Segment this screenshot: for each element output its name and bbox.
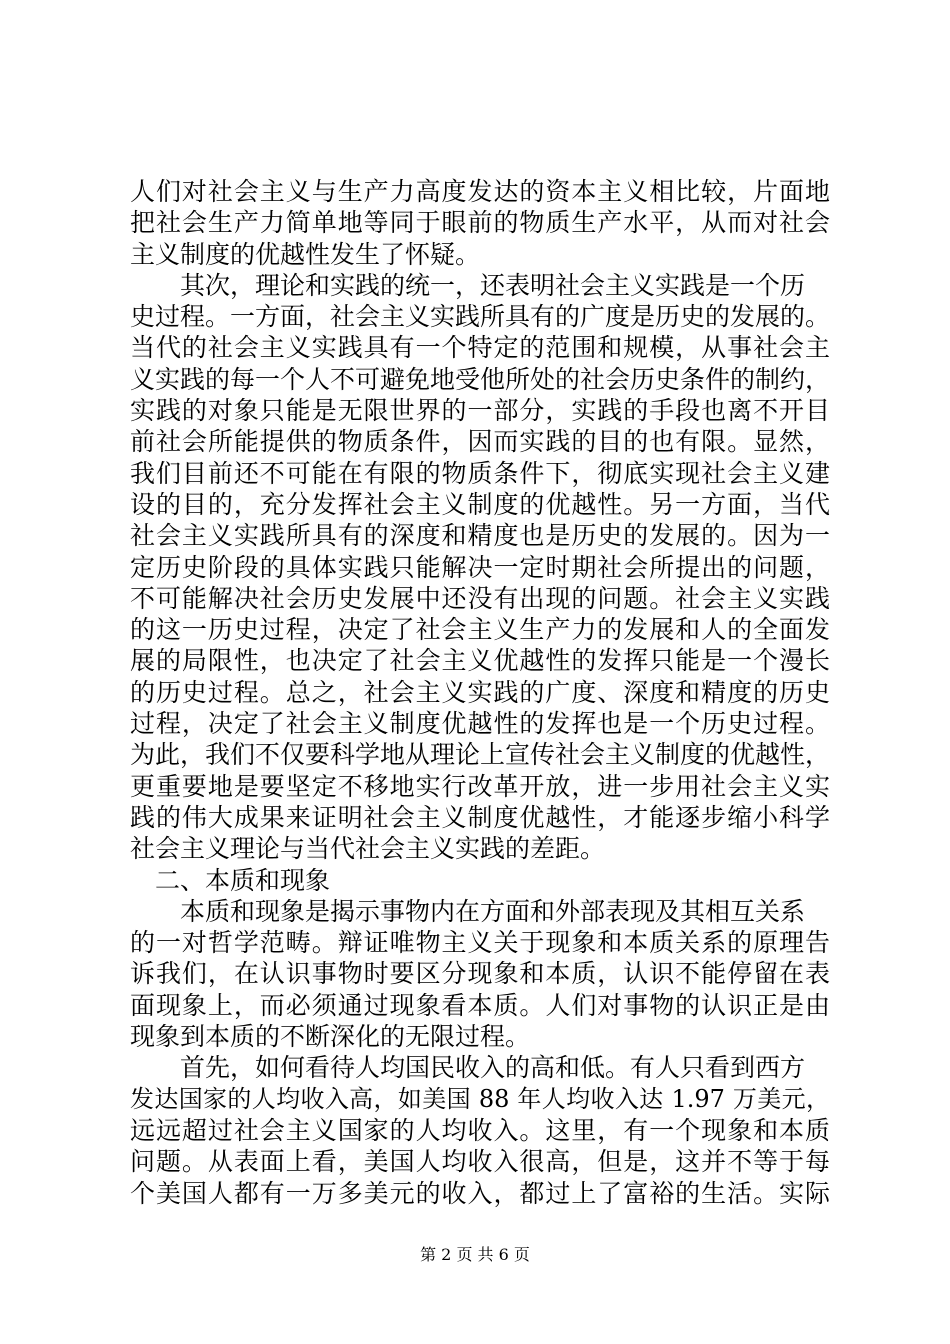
text-line: 问题。从表面上看，美国人均收入很高，但是，这并不等于每 (130, 1147, 830, 1177)
text-line: 面现象上，而必须通过现象看本质。人们对事物的认识正是由 (130, 990, 830, 1020)
text-line: 远远超过社会主义国家的人均收入。这里，有一个现象和本质 (130, 1115, 830, 1145)
text-line: 把社会生产力简单地等同于眼前的物质生产水平，从而对社会 (130, 208, 830, 238)
text-line: 史过程。一方面，社会主义实践所具有的广度是历史的发展的。 (130, 302, 831, 332)
text-line: 诉我们，在认识事物时要区分现象和本质，认识不能停留在表 (130, 959, 830, 989)
text-line: 发达国家的人均收入高，如美国 88 年人均收入达 1.97 万美元， (130, 1084, 830, 1113)
text-line: 人们对社会主义与生产力高度发达的资本主义相比较，片面地 (130, 177, 830, 206)
text-line: 其次，理论和实践的统一，还表明社会主义实践是一个历 (180, 270, 806, 300)
text-line: 当代的社会主义实践具有一个特定的范围和规模，从事社会主 (130, 333, 830, 363)
text-line: 设的目的，充分发挥社会主义制度的优越性。另一方面，当代 (130, 489, 830, 519)
text-line: 践的伟大成果来证明社会主义制度优越性，才能逐步缩小科学 (130, 802, 830, 832)
text-line: 的一对哲学范畴。辩证唯物主义关于现象和本质关系的原理告 (130, 928, 830, 958)
section-heading: 二、本质和现象 (155, 865, 331, 895)
body-text (130, 176, 830, 1209)
text-line: 定历史阶段的具体实践只能解决一定时期社会所提出的问题， (130, 552, 830, 582)
text-line: 实践的对象只能是无限世界的一部分，实践的手段也离不开目 (130, 396, 830, 426)
text-line: 展的局限性，也决定了社会主义优越性的发挥只能是一个漫长 (130, 646, 830, 676)
text-line: 不可能解决社会历史发展中还没有出现的问题。社会主义实践 (130, 583, 830, 613)
text-line: 的这一历史过程，决定了社会主义生产力的发展和人的全面发 (130, 615, 830, 645)
text-line: 现象到本质的不断深化的无限过程。 (130, 1022, 531, 1052)
text-line: 为此，我们不仅要科学地从理论上宣传社会主义制度的优越性， (130, 740, 831, 770)
text-line: 社会主义理论与当代社会主义实践的差距。 (130, 834, 606, 864)
text-line: 我们目前还不可能在有限的物质条件下，彻底实现社会主义建 (130, 458, 830, 488)
text-line: 更重要地是要坚定不移地实行改革开放，进一步用社会主义实 (130, 771, 830, 801)
text-line: 的历史过程。总之，社会主义实践的广度、深度和精度的历史 (130, 677, 830, 707)
text-line: 社会主义实践所具有的深度和精度也是历史的发展的。因为一 (130, 521, 830, 551)
text-line: 主义制度的优越性发生了怀疑。 (130, 239, 481, 269)
text-line: 义实践的每一个人不可避免地受他所处的社会历史条件的制约， (130, 364, 831, 394)
text-line: 首先，如何看待人均国民收入的高和低。有人只看到西方 (180, 1053, 806, 1083)
text-line: 个美国人都有一万多美元的收入，都过上了富裕的生活。实际 (130, 1178, 830, 1208)
text-line: 本质和现象是揭示事物内在方面和外部表现及其相互关系 (180, 896, 806, 926)
page-footer: 第 2 页 共 6 页 (420, 1245, 530, 1264)
text-line: 过程，决定了社会主义制度优越性的发挥也是一个历史过程。 (130, 709, 830, 739)
text-line: 前社会所能提供的物质条件，因而实践的目的也有限。显然， (130, 427, 830, 457)
